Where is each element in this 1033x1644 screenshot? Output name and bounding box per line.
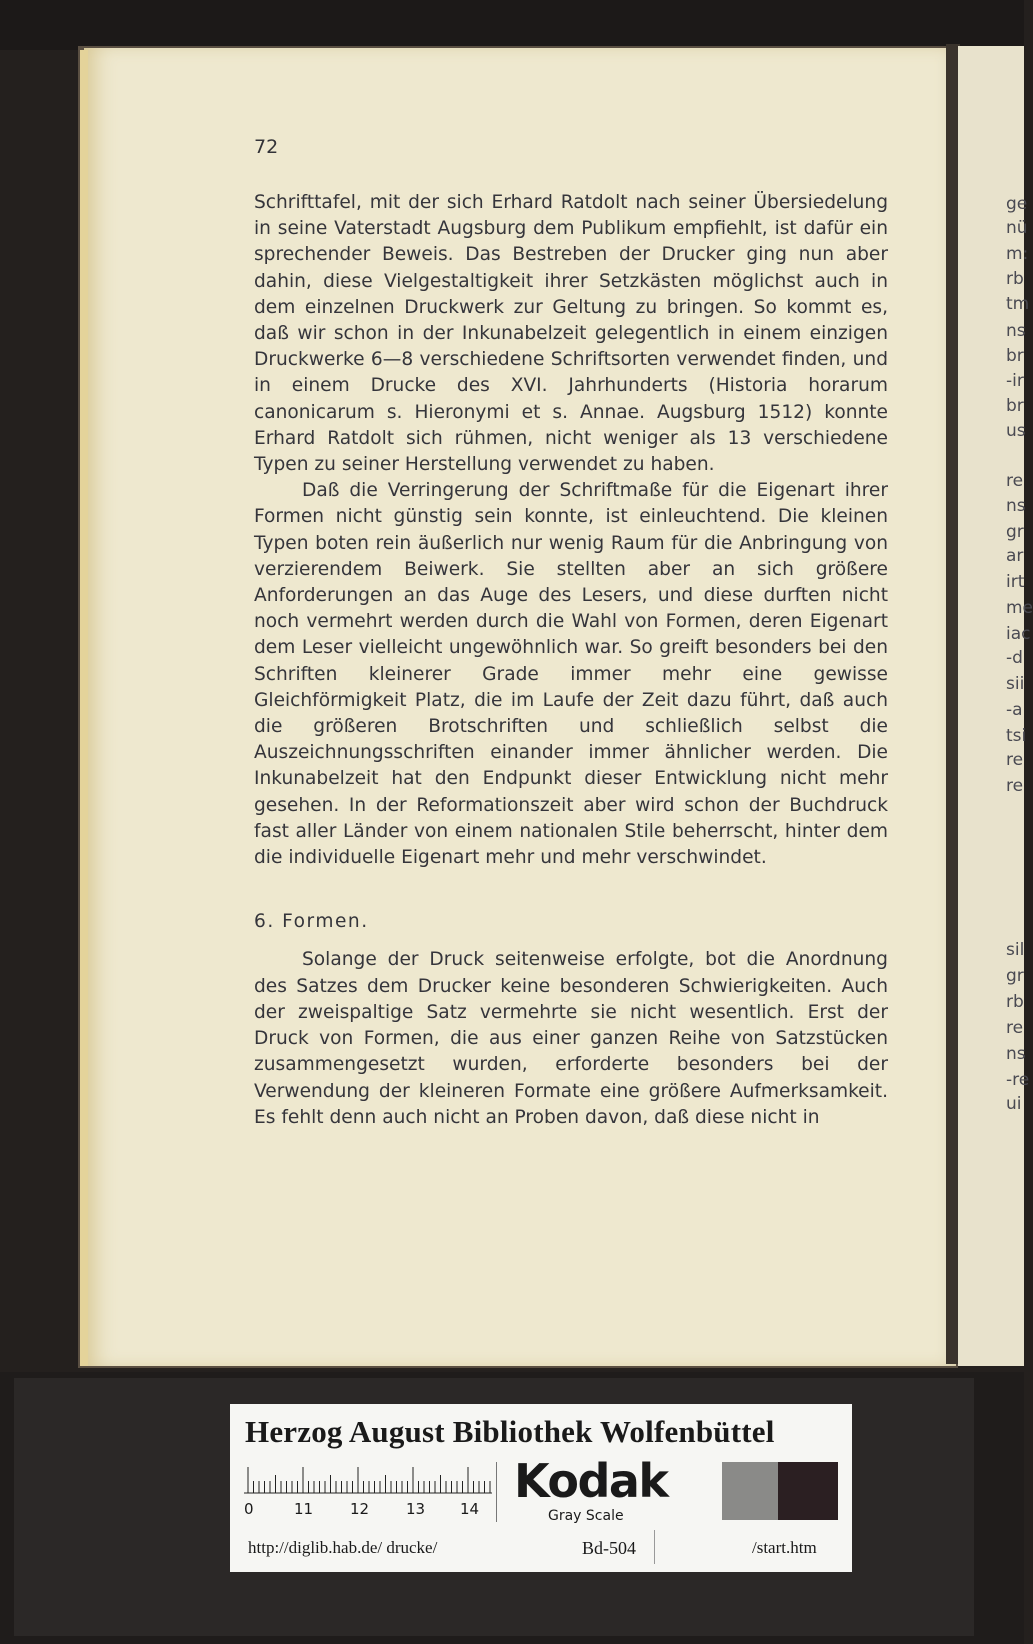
next-page-text: re: [1006, 471, 1024, 491]
library-title: Herzog August Bibliothek Wolfenbüttel: [245, 1414, 775, 1449]
next-page-text: -re: [1006, 1070, 1030, 1090]
catalog-url: http://diglib.hab.de/ drucke/: [248, 1538, 438, 1557]
next-page-text: rb: [1006, 269, 1024, 289]
next-page-text: tm: [1006, 294, 1030, 314]
page-number: 72: [254, 136, 279, 158]
ruler-label: 13: [406, 1500, 426, 1518]
next-page-text: tsi: [1006, 726, 1027, 746]
gray-scale-label: Gray Scale: [548, 1508, 624, 1524]
paragraph-3: Solange der Druck seitenweise erfolgte, bot die Anordnung des Satzes dem Drucker keine besonderen Schwierigkeiten. Auch der zweispaltige Satz vermehrte sie nicht wesentlich. Erst der Druck von Formen, die aus einer ganzen Reihe von Satzstücken zusammengesetzt wurden, erforderte besonders bei der Verwendung der kleineren Formate eine größere Aufmerksamkeit. Es fehlt denn auch nicht an Proben davon, daß diese nicht in: [254, 949, 888, 1128]
page-edge: [80, 50, 88, 1366]
next-page-text: ns: [1006, 321, 1026, 341]
kodak-logo: Kodak: [514, 1454, 668, 1508]
next-page-text: ui: [1006, 1094, 1022, 1114]
body-text: [254, 190, 888, 1131]
ruler-label: 12: [350, 1500, 370, 1518]
next-page-text: re: [1006, 1018, 1024, 1038]
next-page-text: irt: [1006, 572, 1025, 592]
next-page-text: us: [1006, 421, 1026, 441]
next-page-text: me: [1006, 598, 1033, 618]
divider: [654, 1530, 655, 1564]
next-page-text: rb: [1006, 992, 1024, 1012]
next-page-text: sii: [1006, 674, 1025, 694]
next-page-fragment: [958, 46, 1033, 1366]
gray-patch-mid: [722, 1462, 778, 1520]
ruler-label: 0: [244, 1500, 254, 1518]
next-page-text: m:: [1006, 244, 1029, 264]
next-page-text: br: [1006, 346, 1024, 366]
divider: [496, 1462, 497, 1522]
next-page-text: ar: [1006, 546, 1024, 566]
ruler-labels: [244, 1500, 504, 1522]
next-page-text: sil: [1006, 940, 1025, 960]
next-page-text: re: [1006, 750, 1024, 770]
next-page-text: ge: [1006, 194, 1028, 214]
next-page-text: ns: [1006, 1044, 1026, 1064]
ruler-icon: [244, 1464, 492, 1494]
catalog-url-suffix: /start.htm: [752, 1538, 817, 1557]
next-page-text: -a: [1006, 700, 1023, 720]
paragraph-1: Schrifttafel, mit der sich Erhard Ratdolt nach seiner Übersiedelung in seine Vaterstadt Augsburg dem Publikum empfiehlt, ist dafür ein sprechender Beweis. Das Bestreben der Drucker ging nun aber dahin, diese Vielgestaltigkeit ihrer Setzkästen möglichst auch in dem einzelnen Druckwerk zur Geltung zu bringen. So kommt es, daß wir schon in der Inkunabelzeit gelegentlich in einem einzigen Druckwerke 6—8 verschiedene Schriftsorten verwendet finden, und in einem Drucke des XVI. Jahrhunderts (Historia horarum canonicarum s. Hieronymi et s. Annae. Augsburg 1512) konnte Erhard Ratdolt sich rühmen, nicht weniger als 13 verschiedene Typen zu seiner Herstellung verwendet zu haben.: [254, 192, 888, 476]
next-page-text: re: [1006, 776, 1024, 796]
ruler-label: 14: [460, 1500, 480, 1518]
next-page-text: -ir: [1006, 371, 1024, 391]
scan-frame-top: [0, 0, 1024, 50]
shelfmark: Bd-504: [582, 1538, 636, 1558]
next-page-text: gr: [1006, 522, 1024, 542]
next-page-text: br: [1006, 396, 1024, 416]
color-target-card: [230, 1404, 852, 1572]
gray-patch-dark: [778, 1462, 838, 1520]
next-page-text: gr: [1006, 966, 1024, 986]
next-page-text: nü: [1006, 218, 1028, 238]
next-page-text: ns: [1006, 496, 1026, 516]
section-heading: 6. Formen.: [254, 911, 369, 933]
next-page-text: iac: [1006, 624, 1031, 644]
ruler-label: 11: [294, 1500, 314, 1518]
paragraph-2: Daß die Verringerung der Schriftmaße für die Eigenart ihrer Formen nicht günstig sein konnte, ist einleuchtend. Die kleinen Typen boten rein äußerlich nur wenig Raum für die Anbringung von verzierendem Beiwerk. Sie stellten aber an sich größere Anforderungen an das Auge des Lesers, und diese durften nicht noch vermehrt werden durch die Wahl von Formen, deren Eigenart dem Leser vielleicht ungewöhnlich war. So greift besonders bei den Schriften kleinerer Grade immer mehr eine gewisse Gleichförmigkeit Platz, die im Laufe der Zeit dazu führt, daß auch die größeren Brotschriften und schließlich selbst die Auszeichnungsschriften einander immer ähnlicher werden. Die Inkunabelzeit hat den Endpunkt dieser Entwicklung nicht mehr gesehen. In der Reformationszeit aber wird schon der Buchdruck fast aller Länder von einem nationalen Stile beherrscht, hinter dem die individuelle Eigenart mehr und mehr verschwindet.: [254, 480, 888, 869]
next-page-text: -d: [1006, 648, 1023, 668]
